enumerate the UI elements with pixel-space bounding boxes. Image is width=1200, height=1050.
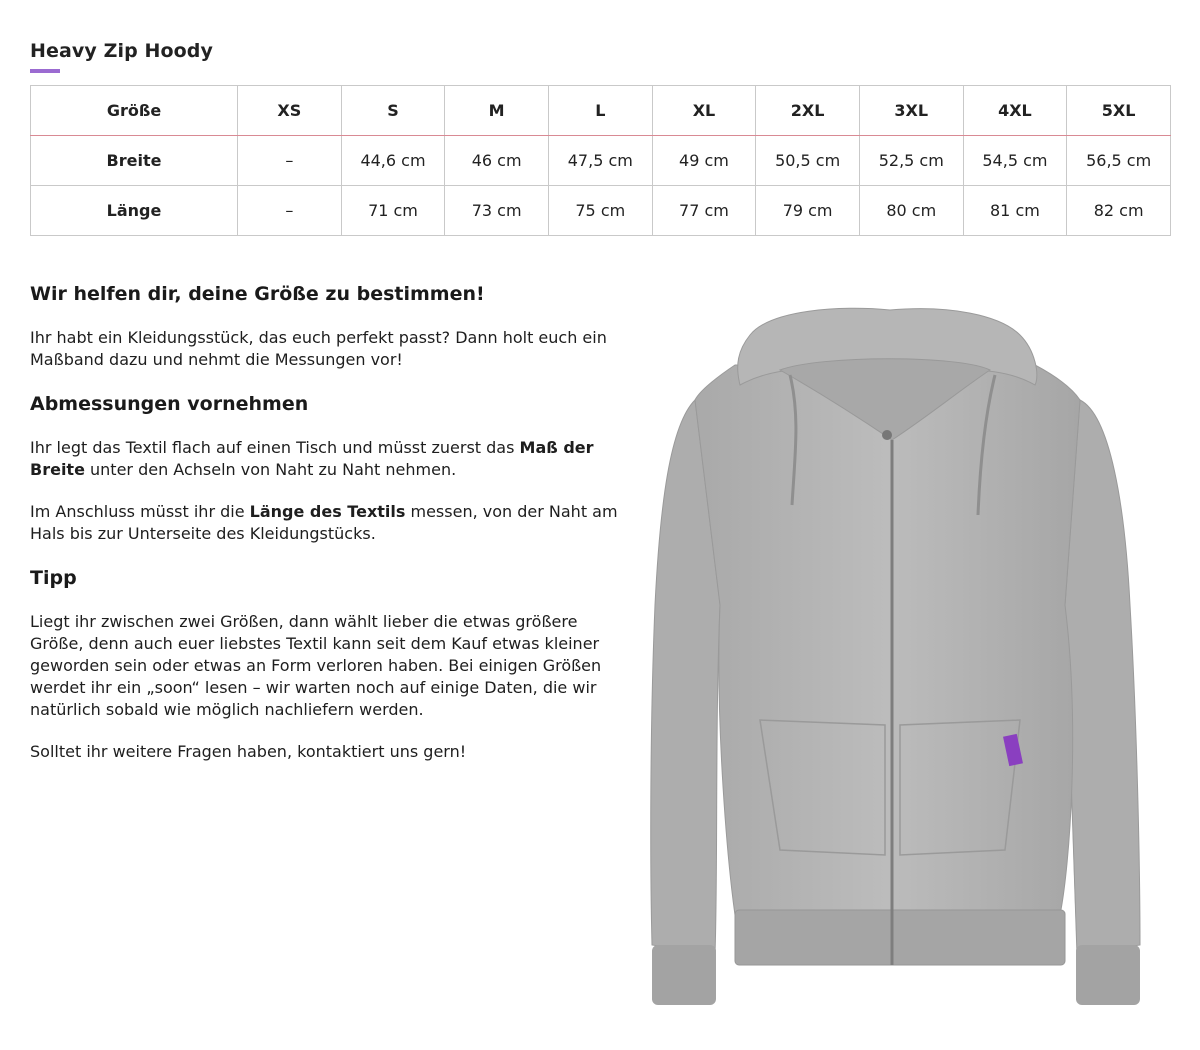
- zip-hoodie-illustration: [640, 305, 1160, 1020]
- guide-intro: Ihr habt ein Kleidungsstück, das euch perfekt passt? Dann holt euch ein Maßband dazu und nehmt die Messungen vor!: [30, 328, 607, 369]
- table-cell: 79 cm: [756, 186, 860, 236]
- table-cell: 50,5 cm: [756, 136, 860, 186]
- size-table: [30, 85, 1171, 236]
- guide-heading: Wir helfen dir, deine Größe zu bestimmen!: [30, 283, 485, 305]
- table-cell: 47,5 cm: [548, 136, 652, 186]
- page-title: Heavy Zip Hoody: [30, 40, 213, 62]
- measure-heading: Abmessungen vornehmen: [30, 393, 309, 415]
- row-label-laenge: Länge: [31, 186, 238, 236]
- tip-paragraph: Liegt ihr zwischen zwei Größen, dann wählt lieber die etwas größere Größe, denn auch euer liebstes Textil kann seit dem Kauf etwas kleiner geworden sein oder etwas an Form verloren haben. Bei einigen Größen werdet ihr ein „soon“ lesen – wir warten noch auf einige Daten, die wir natürlich sobald wie möglich nachliefern werden.: [30, 612, 602, 719]
- table-cell: –: [238, 136, 342, 186]
- row-label-breite: Breite: [31, 136, 238, 186]
- table-cell: 80 cm: [859, 186, 963, 236]
- size-header-cell: M: [445, 86, 549, 136]
- table-cell: 49 cm: [652, 136, 756, 186]
- table-row-laenge: [31, 186, 1171, 236]
- table-cell: 82 cm: [1067, 186, 1171, 236]
- size-header-cell: 4XL: [963, 86, 1067, 136]
- measure-length-emphasis: Länge des Textils: [249, 502, 406, 521]
- size-header-cell: 3XL: [859, 86, 963, 136]
- measure-paragraph-1: Ihr legt das Textil flach auf einen Tisch und müsst zuerst das Maß der Breite unter den Achseln von Naht zu Naht nehmen.: [30, 438, 594, 479]
- table-cell: 75 cm: [548, 186, 652, 236]
- table-cell: –: [238, 186, 342, 236]
- table-cell: 73 cm: [445, 186, 549, 236]
- measure-paragraph-2: Im Anschluss müsst ihr die Länge des Textils messen, von der Naht am Hals bis zur Unterseite des Kleidungstücks.: [30, 502, 618, 543]
- table-row-breite: [31, 136, 1171, 186]
- table-cell: 71 cm: [341, 186, 445, 236]
- table-cell: 44,6 cm: [341, 136, 445, 186]
- table-cell: 46 cm: [445, 136, 549, 186]
- size-guide-text: [30, 281, 620, 783]
- size-header-cell: L: [548, 86, 652, 136]
- table-cell: 56,5 cm: [1067, 136, 1171, 186]
- contact-paragraph: Solltet ihr weitere Fragen haben, kontaktiert uns gern!: [30, 742, 467, 761]
- measure-width-emphasis: Maß der Breite: [30, 438, 594, 479]
- size-header-cell: XS: [238, 86, 342, 136]
- size-header-cell: 2XL: [756, 86, 860, 136]
- table-cell: 54,5 cm: [963, 136, 1067, 186]
- table-cell: 81 cm: [963, 186, 1067, 236]
- table-cell: 52,5 cm: [859, 136, 963, 186]
- size-header-cell: XL: [652, 86, 756, 136]
- size-header-label: Größe: [31, 86, 238, 136]
- size-table-header-row: [31, 86, 1171, 136]
- size-header-cell: 5XL: [1067, 86, 1171, 136]
- table-cell: 77 cm: [652, 186, 756, 236]
- tip-heading: Tipp: [30, 567, 77, 589]
- title-underline: [30, 69, 60, 73]
- size-header-cell: S: [341, 86, 445, 136]
